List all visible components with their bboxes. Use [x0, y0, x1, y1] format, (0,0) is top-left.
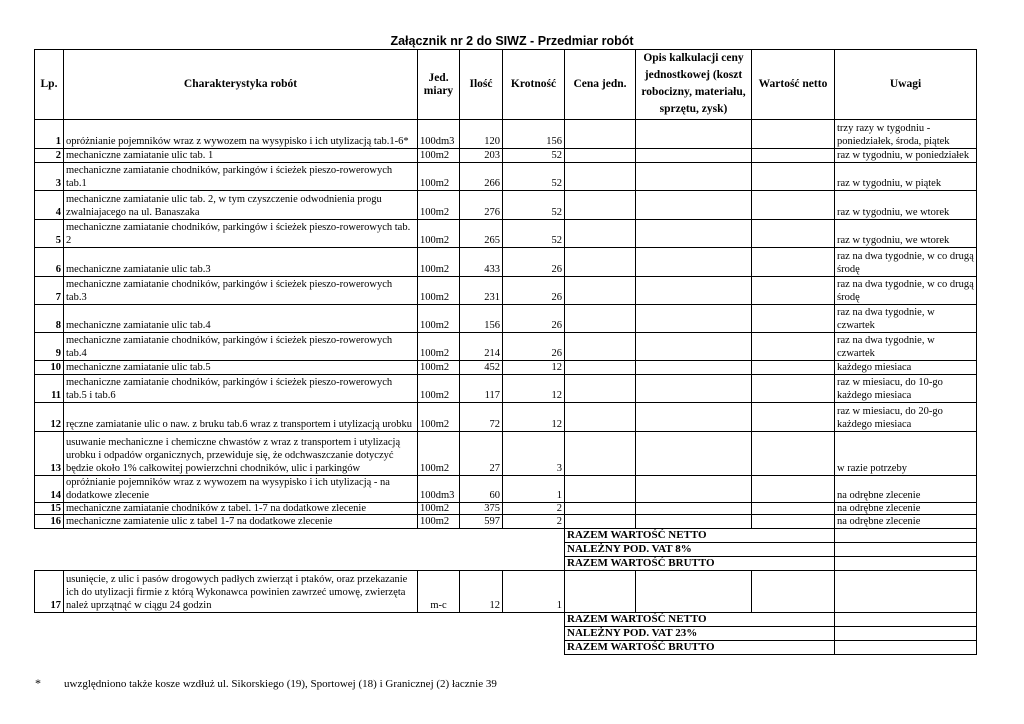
summary2-net-value	[835, 613, 977, 627]
col-header-unit-price: Cena jedn.	[565, 50, 636, 120]
cell-quantity: 72	[460, 403, 503, 432]
cell-notes: raz na dwa tygodnie, w co drugą środę	[835, 277, 977, 305]
table-row	[35, 361, 977, 375]
cell-lp: 3	[35, 163, 64, 191]
table-row	[35, 403, 977, 432]
cell-unit-price	[565, 220, 636, 248]
cell-unit-price	[565, 476, 636, 503]
table-row	[35, 476, 977, 503]
cell-unit-price	[565, 361, 636, 375]
cell-unit: 100dm3	[418, 120, 460, 149]
cell-quantity: 156	[460, 305, 503, 333]
cell-description: mechaniczne zamiatanie chodników, parkingów i ścieżek pieszo-rowerowych tab.3	[64, 277, 418, 305]
summary-vat-label: NALEŻNY POD. VAT 8%	[565, 543, 835, 557]
table-row	[35, 571, 977, 613]
cell-unit: 100dm3	[418, 476, 460, 503]
cell-multiplicity: 1	[503, 571, 565, 613]
cell-notes: raz w tygodniu, w poniedziałek	[835, 149, 977, 163]
cell-lp: 8	[35, 305, 64, 333]
cell-unit: 100m2	[418, 191, 460, 220]
cell-net-value	[752, 361, 835, 375]
cell-unit-price	[565, 248, 636, 277]
cell-description: opróżnianie pojemników wraz z wywozem na wysypisko i ich utylizacją tab.1-6*	[64, 120, 418, 149]
cell-net-value	[752, 476, 835, 503]
cell-lp: 12	[35, 403, 64, 432]
table-row	[35, 503, 977, 515]
cell-lp: 14	[35, 476, 64, 503]
cell-unit-price	[565, 163, 636, 191]
cell-notes: raz na dwa tygodnie, w czwartek	[835, 333, 977, 361]
table-row	[35, 277, 977, 305]
table-row	[35, 149, 977, 163]
table-row	[35, 375, 977, 403]
document-title: Załącznik nr 2 do SIWZ - Przedmiar robót	[390, 34, 634, 48]
summary-gross-value	[835, 557, 977, 571]
cell-description: ręczne zamiatanie ulic o naw. z bruku tab.6 wraz z transportem i utylizacją urobku	[64, 403, 418, 432]
cell-notes: raz na dwa tygodnie, w co drugą środę	[835, 248, 977, 277]
cell-calculation	[636, 476, 752, 503]
cell-calculation	[636, 305, 752, 333]
cell-notes: na odrębne zlecenie	[835, 476, 977, 503]
summary2-gross-label: RAZEM WARTOŚĆ BRUTTO	[565, 641, 835, 655]
summary-row	[35, 641, 977, 655]
cell-unit: 100m2	[418, 248, 460, 277]
cell-net-value	[752, 333, 835, 361]
cell-notes: każdego miesiaca	[835, 361, 977, 375]
cell-net-value	[752, 120, 835, 149]
cell-notes: raz na dwa tygodnie, w czwartek	[835, 305, 977, 333]
cell-calculation	[636, 571, 752, 613]
summary2-net-label: RAZEM WARTOŚĆ NETTO	[565, 613, 835, 627]
cell-quantity: 12	[460, 571, 503, 613]
cell-multiplicity: 26	[503, 248, 565, 277]
cell-calculation	[636, 277, 752, 305]
cell-unit-price	[565, 305, 636, 333]
cell-unit-price	[565, 191, 636, 220]
cell-multiplicity: 3	[503, 432, 565, 476]
cell-unit: 100m2	[418, 403, 460, 432]
col-header-multiplicity: Krotność	[503, 50, 565, 120]
cell-lp: 2	[35, 149, 64, 163]
cell-lp: 13	[35, 432, 64, 476]
cell-net-value	[752, 277, 835, 305]
cell-net-value	[752, 248, 835, 277]
col-header-notes: Uwagi	[835, 50, 977, 120]
cell-description: mechaniczne zamiatanie chodników, parkingów i ścieżek pieszo-rowerowych tab.5 i tab.6	[64, 375, 418, 403]
col-header-description: Charakterystyka robót	[64, 50, 418, 120]
cell-unit-price	[565, 277, 636, 305]
cell-calculation	[636, 432, 752, 476]
cell-quantity: 27	[460, 432, 503, 476]
col-header-net-value: Wartość netto	[752, 50, 835, 120]
cell-calculation	[636, 220, 752, 248]
cell-calculation	[636, 503, 752, 515]
cell-description: mechaniczne zamiatanie chodników z tabel. 1-7 na dodatkowe zlecenie	[64, 503, 418, 515]
cell-multiplicity: 2	[503, 515, 565, 529]
cell-unit-price	[565, 571, 636, 613]
cell-net-value	[752, 149, 835, 163]
table-row	[35, 305, 977, 333]
footnote-mark: *	[35, 676, 41, 690]
cell-description: usunięcie, z ulic i pasów drogowych padłych zwierząt i ptaków, oraz przekazanie ich do utylizacji firmie z którą Wykonawca powinien zawrzeć umowę, zwierzęta należ uprzątnąć w ciągu 24 godzin	[64, 571, 418, 613]
summary2-gross-value	[835, 641, 977, 655]
cell-calculation	[636, 515, 752, 529]
cell-description: mechaniczne zamiatanie chodników, parkingów i ścieżek pieszo-rowerowych tab.1	[64, 163, 418, 191]
cell-net-value	[752, 432, 835, 476]
cell-unit-price	[565, 120, 636, 149]
table-row	[35, 515, 977, 529]
cell-unit: 100m2	[418, 432, 460, 476]
cell-net-value	[752, 515, 835, 529]
cell-notes: trzy razy w tygodniu - poniedziałek, środa, piątek	[835, 120, 977, 149]
cell-multiplicity: 1	[503, 476, 565, 503]
cell-quantity: 266	[460, 163, 503, 191]
cell-lp: 15	[35, 503, 64, 515]
cell-multiplicity: 26	[503, 277, 565, 305]
cell-notes: raz w tygodniu, we wtorek	[835, 220, 977, 248]
cell-unit-price	[565, 432, 636, 476]
cell-quantity: 231	[460, 277, 503, 305]
cell-unit: 100m2	[418, 163, 460, 191]
cell-unit: 100m2	[418, 149, 460, 163]
cell-quantity: 203	[460, 149, 503, 163]
table-row	[35, 333, 977, 361]
cell-quantity: 60	[460, 476, 503, 503]
cell-calculation	[636, 333, 752, 361]
cell-description: mechaniczne zamiatanie ulic tab.3	[64, 248, 418, 277]
cell-calculation	[636, 163, 752, 191]
cell-lp: 1	[35, 120, 64, 149]
cell-description: mechaniczne zamiatanie ulic tab. 1	[64, 149, 418, 163]
summary-net-label: RAZEM WARTOŚĆ NETTO	[565, 529, 835, 543]
col-header-lp: Lp.	[35, 50, 64, 120]
summary-net-value	[835, 529, 977, 543]
cell-lp: 9	[35, 333, 64, 361]
cell-description: mechaniczne zamiatanie ulic tab. 2, w tym czyszczenie odwodnienia progu zwalniajacego na ul. Banaszaka	[64, 191, 418, 220]
cell-multiplicity: 52	[503, 163, 565, 191]
summary-row	[35, 557, 977, 571]
cell-description: mechaniczne zamiatanie chodników, parkingów i ścieżek pieszo-rowerowych tab.4	[64, 333, 418, 361]
summary-row	[35, 613, 977, 627]
cell-unit: 100m2	[418, 515, 460, 529]
cell-unit: 100m2	[418, 333, 460, 361]
cell-lp: 7	[35, 277, 64, 305]
cell-notes: na odrębne zlecenie	[835, 515, 977, 529]
cell-notes: na odrębne zlecenie	[835, 503, 977, 515]
summary2-vat-label: NALEŻNY POD. VAT 23%	[565, 627, 835, 641]
cell-quantity: 265	[460, 220, 503, 248]
cell-unit: 100m2	[418, 220, 460, 248]
cell-notes: w razie potrzeby	[835, 432, 977, 476]
table-row	[35, 432, 977, 476]
summary-gross-label: RAZEM WARTOŚĆ BRUTTO	[565, 557, 835, 571]
col-header-unit: Jed. miary	[418, 50, 460, 120]
cell-calculation	[636, 248, 752, 277]
cell-multiplicity: 12	[503, 375, 565, 403]
cell-multiplicity: 12	[503, 361, 565, 375]
cell-multiplicity: 156	[503, 120, 565, 149]
cell-lp: 5	[35, 220, 64, 248]
cell-multiplicity: 12	[503, 403, 565, 432]
cell-unit-price	[565, 403, 636, 432]
cell-unit-price	[565, 333, 636, 361]
summary-row	[35, 627, 977, 641]
cell-notes: raz w tygodniu, w piątek	[835, 163, 977, 191]
cell-unit: 100m2	[418, 361, 460, 375]
cell-lp: 6	[35, 248, 64, 277]
cell-quantity: 120	[460, 120, 503, 149]
cell-description: mechaniczne zamiatanie ulic tab.4	[64, 305, 418, 333]
header-row	[35, 50, 977, 120]
cell-unit-price	[565, 503, 636, 515]
cell-quantity: 452	[460, 361, 503, 375]
cell-unit-price	[565, 149, 636, 163]
cell-unit: 100m2	[418, 277, 460, 305]
cell-lp: 16	[35, 515, 64, 529]
cell-lp: 10	[35, 361, 64, 375]
cell-description: usuwanie mechaniczne i chemiczne chwastów z wraz z transportem i utylizacją urobku i odpadów organicznych, przewiduje się, że odchwaszczanie dotyczyć będzie około 1% całkowitej powierzchni chodników, ulic i parkingów	[64, 432, 418, 476]
cell-lp: 17	[35, 571, 64, 613]
table-row	[35, 248, 977, 277]
cell-description: opróżnianie pojemników wraz z wywozem na wysypisko i ich utylizacją - na dodatkowe zlecenie	[64, 476, 418, 503]
cell-net-value	[752, 571, 835, 613]
cell-quantity: 117	[460, 375, 503, 403]
cell-multiplicity: 52	[503, 220, 565, 248]
cell-lp: 4	[35, 191, 64, 220]
cell-description: mechaniczne zamiatanie chodników, parkingów i ścieżek pieszo-rowerowych tab. 2	[64, 220, 418, 248]
cell-net-value	[752, 403, 835, 432]
summary-vat-value	[835, 543, 977, 557]
cell-unit: 100m2	[418, 305, 460, 333]
cell-unit: 100m2	[418, 375, 460, 403]
cell-net-value	[752, 220, 835, 248]
cell-quantity: 433	[460, 248, 503, 277]
cell-net-value	[752, 503, 835, 515]
summary-row	[35, 529, 977, 543]
cell-net-value	[752, 191, 835, 220]
cell-notes	[835, 571, 977, 613]
cell-unit-price	[565, 375, 636, 403]
cell-unit: m-c	[418, 571, 460, 613]
cell-lp: 11	[35, 375, 64, 403]
cell-multiplicity: 52	[503, 149, 565, 163]
cell-calculation	[636, 120, 752, 149]
cell-quantity: 597	[460, 515, 503, 529]
table-row	[35, 120, 977, 149]
cell-calculation	[636, 375, 752, 403]
cell-unit-price	[565, 515, 636, 529]
cell-multiplicity: 26	[503, 305, 565, 333]
cell-notes: raz w miesiacu, do 10-go każdego miesiaca	[835, 375, 977, 403]
cell-multiplicity: 26	[503, 333, 565, 361]
cell-quantity: 276	[460, 191, 503, 220]
table-row	[35, 220, 977, 248]
cell-calculation	[636, 361, 752, 375]
cell-calculation	[636, 191, 752, 220]
col-header-quantity: Ilość	[460, 50, 503, 120]
cell-quantity: 375	[460, 503, 503, 515]
cell-calculation	[636, 403, 752, 432]
cell-notes: raz w miesiacu, do 20-go każdego miesiaca	[835, 403, 977, 432]
cell-net-value	[752, 375, 835, 403]
cell-multiplicity: 52	[503, 191, 565, 220]
cell-description: mechaniczne zamiatanie ulic tab.5	[64, 361, 418, 375]
cell-quantity: 214	[460, 333, 503, 361]
cell-description: mechaniczne zamiatenie ulic z tabel 1-7 na dodatkowe zlecenie	[64, 515, 418, 529]
cell-calculation	[636, 149, 752, 163]
col-header-calculation: Opis kalkulacji ceny jednostkowej (koszt robocizny, materiału, sprzętu, zysk)	[636, 50, 752, 120]
summary2-vat-value	[835, 627, 977, 641]
footnote-text: uwzględniono także kosze wzdłuż ul. Sikorskiego (19), Sportowej (18) i Granicznej (2) łacznie 39	[64, 678, 497, 690]
cell-notes: raz w tygodniu, we wtorek	[835, 191, 977, 220]
cost-estimate-table	[34, 49, 977, 655]
summary-row	[35, 543, 977, 557]
cell-multiplicity: 2	[503, 503, 565, 515]
cell-net-value	[752, 305, 835, 333]
table-row	[35, 191, 977, 220]
cell-unit: 100m2	[418, 503, 460, 515]
table-row	[35, 163, 977, 191]
cell-net-value	[752, 163, 835, 191]
